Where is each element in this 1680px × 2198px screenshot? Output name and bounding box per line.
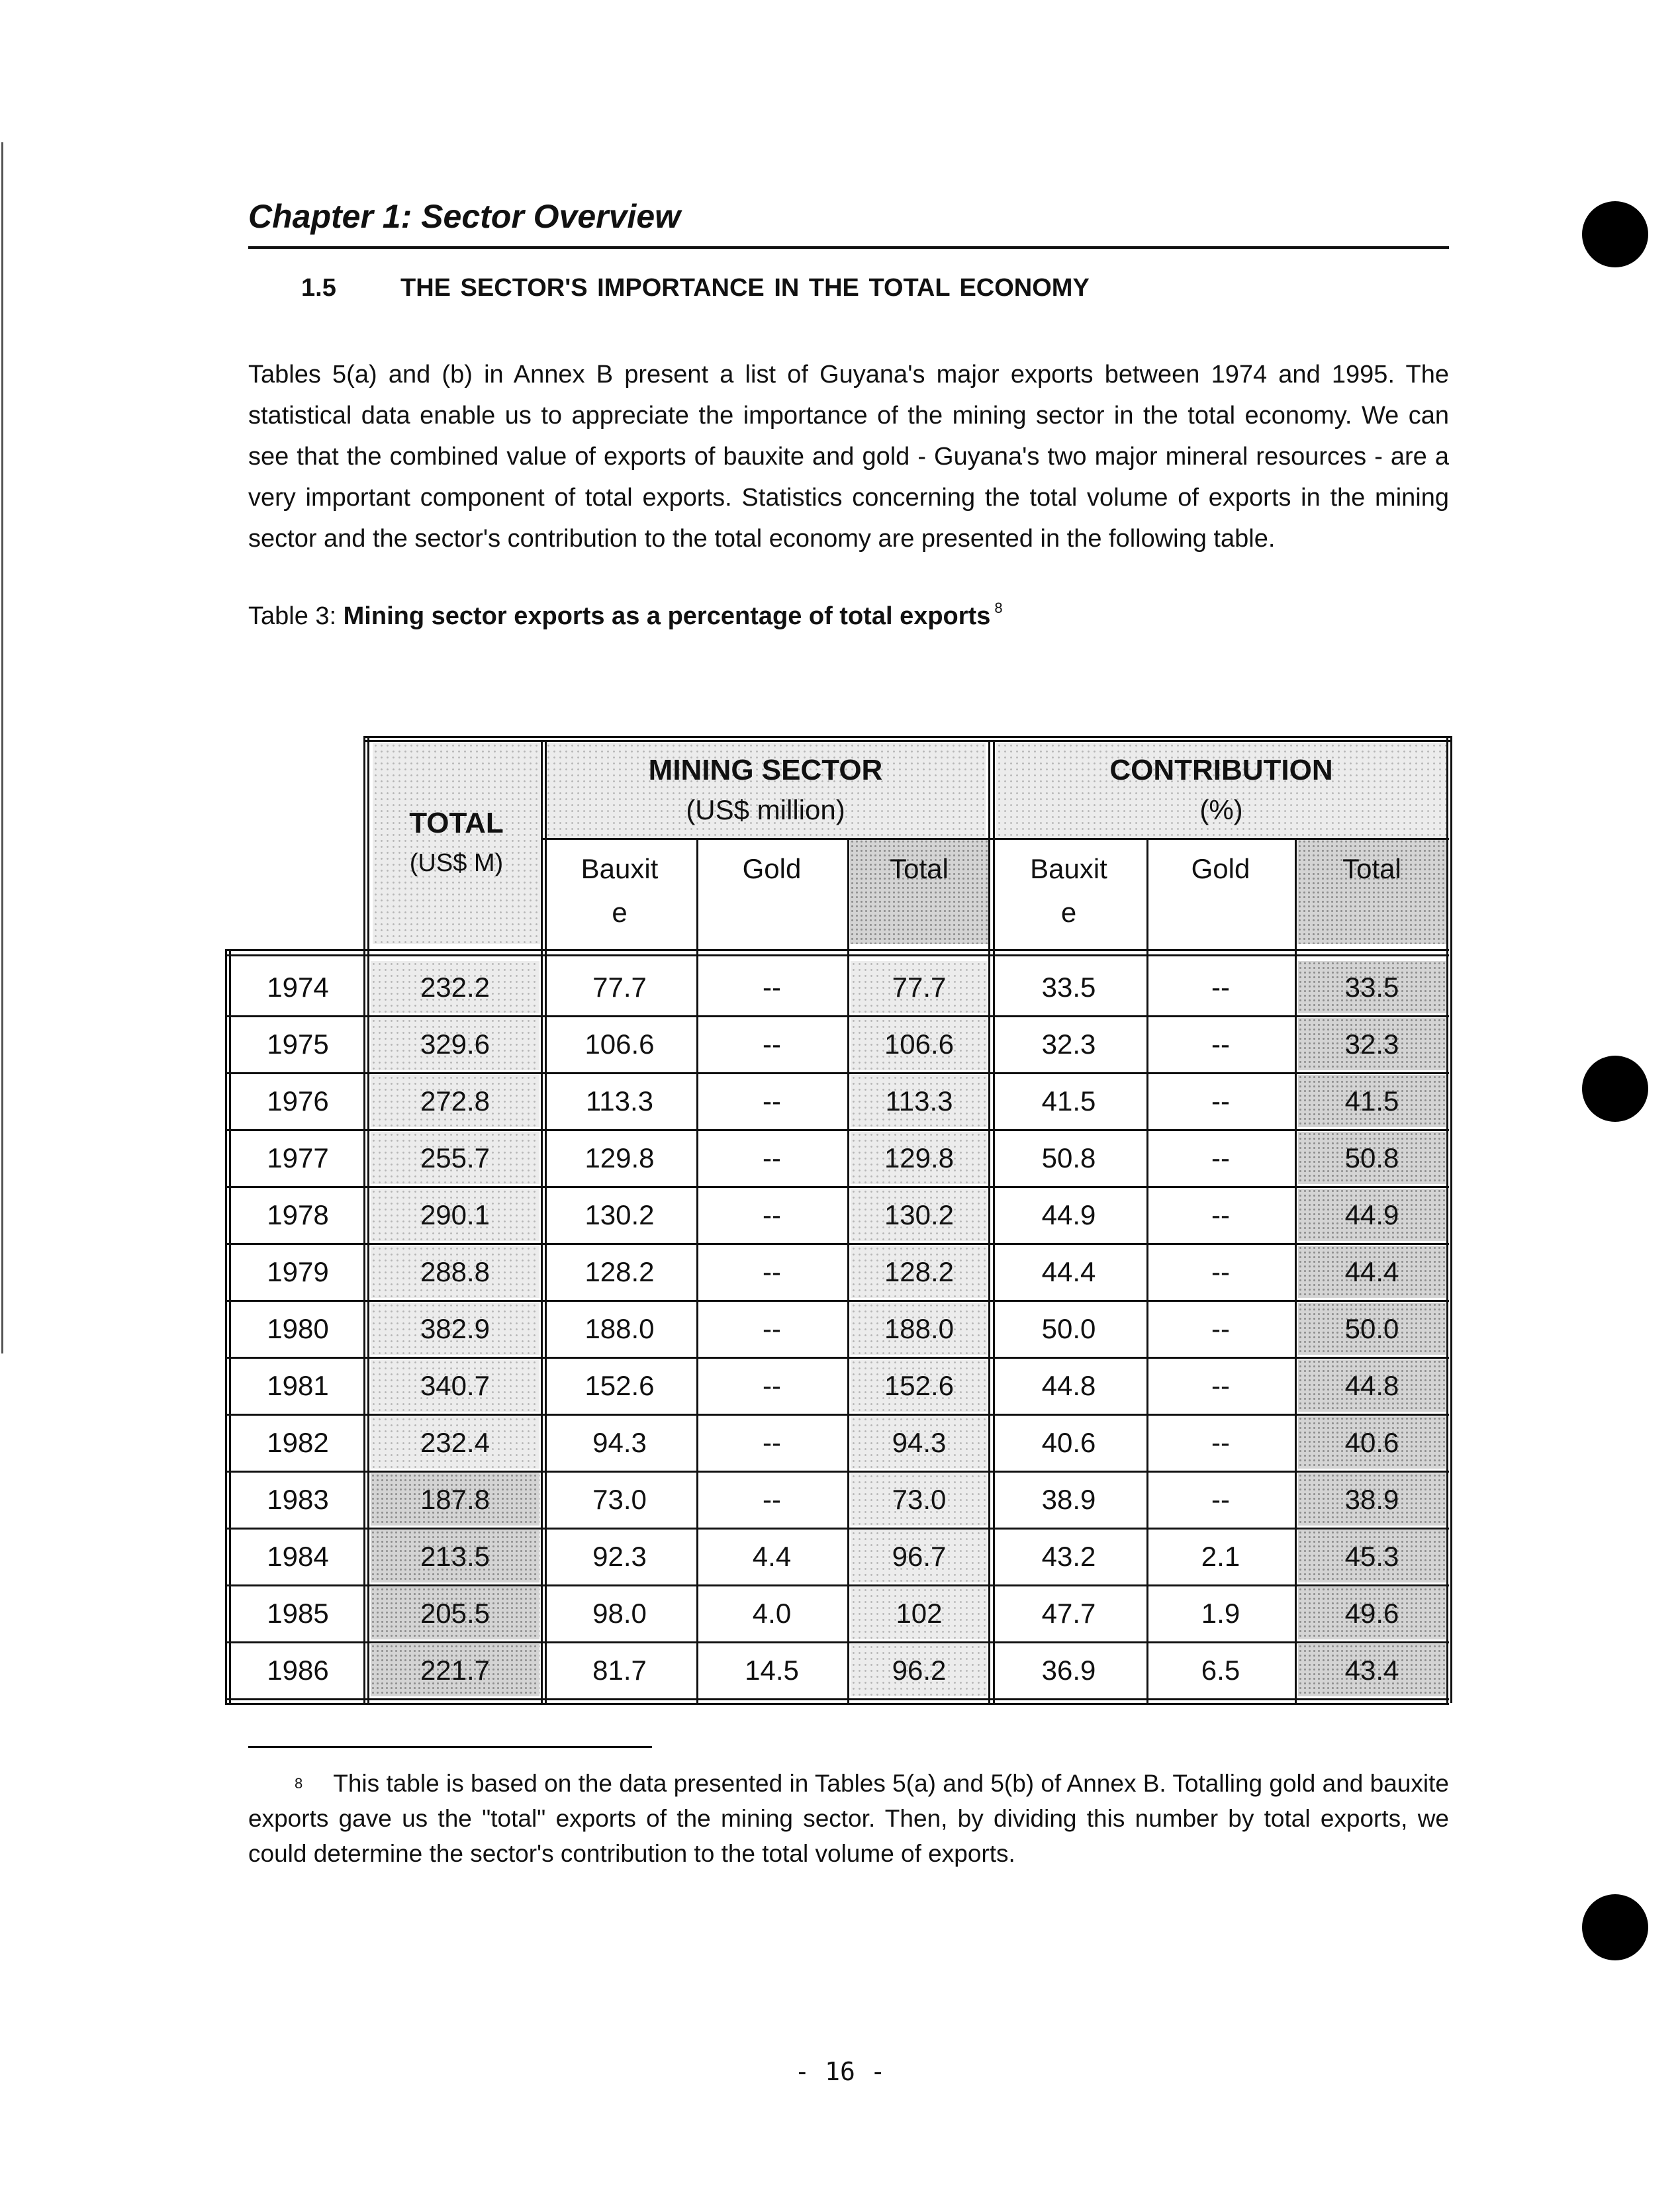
table-cell: 188.0 <box>584 1312 655 1344</box>
table-cell: -- <box>763 1369 781 1401</box>
table-border <box>363 740 1452 742</box>
table-cell: 106.6 <box>851 1018 988 1070</box>
table-cell: 38.9 <box>1298 1473 1446 1526</box>
table-cell: 41.5 <box>1041 1085 1096 1117</box>
table-cell: 92.3 <box>592 1540 647 1572</box>
subheader-gold <box>699 839 845 944</box>
table-border <box>225 949 227 1704</box>
page-margin-line <box>1 142 3 1353</box>
header-mining-unit: (US$ million) <box>686 794 845 825</box>
table-border <box>545 740 547 1703</box>
header-total-label: TOTAL <box>409 807 504 839</box>
table-cell: 4.0 <box>752 1597 792 1629</box>
table-cell: 221.7 <box>371 1644 539 1696</box>
table-cell: 187.8 <box>371 1473 539 1526</box>
table-cell: 44.9 <box>1298 1189 1446 1241</box>
table-cell: 232.4 <box>371 1416 539 1469</box>
table-cell: 44.8 <box>1041 1369 1096 1401</box>
table-cell: 130.2 <box>584 1199 655 1230</box>
subheader-label: Gold <box>742 853 802 884</box>
table-cell: 213.5 <box>371 1530 539 1582</box>
table-cell: -- <box>763 1028 781 1060</box>
punch-hole-top <box>1582 201 1648 267</box>
intro-paragraph: Tables 5(a) and (b) in Annex B present a list of Guyana's major exports between 1974 and 1995. The statistical data enable us to appreciate the importance of the mining sector in the total economy. We can see that the combined value of exports of bauxite and gold - Guyana's two major mineral resources - are a very important component of total exports. Statistics concerning the total volume of exports in the mining sector and the sector's contribution to the total economy are presented in the following table. <box>248 361 1449 553</box>
table-cell: -- <box>1211 1256 1230 1287</box>
table-cell: -- <box>1211 1483 1230 1515</box>
table-border <box>225 1703 1449 1705</box>
footnote-rule <box>248 1746 652 1748</box>
table-row-year: 1979 <box>267 1256 329 1287</box>
subheader-bauxite <box>545 839 694 944</box>
table-cell: 44.9 <box>1041 1199 1096 1230</box>
table-cell: 43.2 <box>1041 1540 1096 1572</box>
table-gridline <box>225 1584 1449 1586</box>
table-gridline <box>1295 838 1297 1703</box>
table-row-year: 1986 <box>267 1654 329 1686</box>
table-border <box>367 736 369 1703</box>
table-cell: 1.9 <box>1201 1597 1240 1629</box>
table-cell: -- <box>763 1426 781 1458</box>
table-cell: 113.3 <box>851 1075 988 1127</box>
table-cell: 255.7 <box>371 1132 539 1184</box>
table-border <box>225 954 1449 956</box>
table-cell: 45.3 <box>1298 1530 1446 1582</box>
table-cell: 128.2 <box>584 1256 655 1287</box>
table-cell: 2.1 <box>1201 1540 1240 1572</box>
header-contribution-label: CONTRIBUTION <box>1109 754 1333 786</box>
table-cell: -- <box>1211 1369 1230 1401</box>
table-row-year: 1974 <box>267 971 329 1003</box>
section-title: THE SECTOR'S IMPORTANCE IN THE TOTAL ECONOMY <box>400 274 1090 302</box>
table-border <box>541 740 543 1703</box>
subheader-bauxite <box>994 839 1144 944</box>
table-cell: 129.8 <box>584 1142 655 1173</box>
table-border <box>363 736 1452 738</box>
table-cell: -- <box>1211 1426 1230 1458</box>
table-border <box>229 949 231 1704</box>
table-row-year: 1984 <box>267 1540 329 1572</box>
table-cell: 129.8 <box>851 1132 988 1184</box>
table-cell: 50.0 <box>1298 1303 1446 1355</box>
table-cell: 41.5 <box>1298 1075 1446 1127</box>
table-row-year: 1976 <box>267 1085 329 1117</box>
table-gridline <box>696 838 698 1703</box>
table-cell: -- <box>1211 971 1230 1003</box>
table-row-year: 1985 <box>267 1597 329 1629</box>
table-cell: 77.7 <box>851 961 988 1013</box>
punch-hole-bottom <box>1582 1894 1648 1960</box>
table-row-year: 1975 <box>267 1028 329 1060</box>
table-caption-prefix: Table 3: <box>248 602 344 630</box>
table-cell: 96.7 <box>851 1530 988 1582</box>
table-cell: 188.0 <box>851 1303 988 1355</box>
table-border <box>225 1698 1449 1700</box>
table-cell: 94.3 <box>592 1426 647 1458</box>
table-cell: 130.2 <box>851 1189 988 1241</box>
table-gridline <box>225 1072 1449 1074</box>
table-cell: -- <box>763 971 781 1003</box>
table-cell: 128.2 <box>851 1246 988 1298</box>
table-cell: 73.0 <box>592 1483 647 1515</box>
table-cell: 205.5 <box>371 1587 539 1639</box>
table-gridline <box>225 1186 1449 1188</box>
table-cell: -- <box>763 1483 781 1515</box>
table-cell: -- <box>1211 1085 1230 1117</box>
table-cell: -- <box>1211 1142 1230 1173</box>
table-border <box>1446 736 1448 1703</box>
table-cell: 40.6 <box>1298 1416 1446 1469</box>
table-gridline <box>225 1243 1449 1245</box>
table-border <box>225 949 1449 951</box>
mining-exports-table <box>225 733 1449 1703</box>
table-cell: -- <box>763 1085 781 1117</box>
table-cell: 81.7 <box>592 1654 647 1686</box>
header-contribution-unit: (%) <box>1199 794 1243 825</box>
table-gridline <box>225 1471 1449 1473</box>
table-footnote-ref: 8 <box>994 600 1003 616</box>
table-cell: 73.0 <box>851 1473 988 1526</box>
table-gridline <box>225 1414 1449 1416</box>
table-border <box>988 740 990 1703</box>
table-cell: 106.6 <box>584 1028 655 1060</box>
header-contribution <box>996 743 1446 838</box>
table-cell: 98.0 <box>592 1597 647 1629</box>
header-total-unit: (US$ M) <box>409 849 504 877</box>
table-cell: 290.1 <box>371 1189 539 1241</box>
table-cell: 50.8 <box>1041 1142 1096 1173</box>
section-heading <box>301 274 1090 302</box>
table-border <box>993 740 995 1703</box>
table-gridline <box>225 1129 1449 1131</box>
table-cell: -- <box>763 1312 781 1344</box>
table-cell: -- <box>1211 1199 1230 1230</box>
table-gridline <box>1146 838 1148 1703</box>
table-cell: 49.6 <box>1298 1587 1446 1639</box>
table-cell: 152.6 <box>584 1369 655 1401</box>
table-border <box>363 736 365 1703</box>
table-row-year: 1978 <box>267 1199 329 1230</box>
table-cell: -- <box>763 1199 781 1230</box>
table-caption <box>248 602 1003 631</box>
table-cell: 152.6 <box>851 1359 988 1412</box>
table-cell: 329.6 <box>371 1018 539 1070</box>
table-cell: 272.8 <box>371 1075 539 1127</box>
table-cell: 232.2 <box>371 961 539 1013</box>
chapter-title: Chapter 1: Sector Overview <box>248 198 681 235</box>
table-cell: 32.3 <box>1298 1018 1446 1070</box>
table-cell: 102 <box>851 1587 988 1639</box>
punch-hole-middle <box>1582 1056 1648 1122</box>
section-number: 1.5 <box>301 274 336 302</box>
table-border <box>1450 736 1452 1703</box>
subheader-total <box>1297 839 1446 944</box>
header-mining-sector <box>545 743 986 838</box>
table-gridline <box>543 838 1449 840</box>
table-cell: 44.4 <box>1041 1256 1096 1287</box>
table-cell: 43.4 <box>1298 1644 1446 1696</box>
table-cell: 44.8 <box>1298 1359 1446 1412</box>
table-cell: 33.5 <box>1298 961 1446 1013</box>
table-cell: 40.6 <box>1041 1426 1096 1458</box>
table-cell: 50.0 <box>1041 1312 1096 1344</box>
subheader-label: Bauxit e <box>581 853 659 928</box>
table-cell: 6.5 <box>1201 1654 1240 1686</box>
table-cell: 33.5 <box>1041 971 1096 1003</box>
page-number: - 16 - <box>794 2057 886 2086</box>
table-gridline <box>847 838 849 1703</box>
table-cell: -- <box>1211 1028 1230 1060</box>
table-cell: 340.7 <box>371 1359 539 1412</box>
table-cell: 32.3 <box>1041 1028 1096 1060</box>
footnote-text: This table is based on the data presented in Tables 5(a) and 5(b) of Annex B. Totalling gold and bauxite exports gave us the "total" exports of the mining sector. Then, by dividing this number by total exports, we could determine the sector's contribution to the total volume of exports. <box>248 1770 1449 1867</box>
table-cell: 288.8 <box>371 1246 539 1298</box>
table-gridline <box>225 1641 1449 1643</box>
table-cell: -- <box>763 1256 781 1287</box>
subheader-label: Bauxit e <box>1030 853 1107 928</box>
table-cell: 113.3 <box>586 1085 653 1117</box>
table-cell: 4.4 <box>752 1540 792 1572</box>
table-cell: 38.9 <box>1041 1483 1096 1515</box>
subheader-label: Gold <box>1191 853 1250 884</box>
table-cell: 47.7 <box>1041 1597 1096 1629</box>
chapter-rule <box>248 246 1449 249</box>
table-cell: 44.4 <box>1298 1246 1446 1298</box>
table-cell: -- <box>763 1142 781 1173</box>
table-gridline <box>225 1015 1449 1017</box>
footnote <box>248 1766 1449 1871</box>
table-cell: 382.9 <box>371 1303 539 1355</box>
table-gridline <box>225 1357 1449 1359</box>
table-row-year: 1982 <box>267 1426 329 1458</box>
table-row-year: 1980 <box>267 1312 329 1344</box>
table-cell: -- <box>1211 1312 1230 1344</box>
subheader-gold <box>1149 839 1292 944</box>
table-cell: 14.5 <box>745 1654 799 1686</box>
table-cell: 96.2 <box>851 1644 988 1696</box>
subheader-label: Total <box>1342 853 1401 884</box>
table-gridline <box>225 1528 1449 1530</box>
table-row-year: 1977 <box>267 1142 329 1173</box>
table-cell: 50.8 <box>1298 1132 1446 1184</box>
table-cell: 77.7 <box>592 971 647 1003</box>
header-mining-label: MINING SECTOR <box>648 754 883 786</box>
footnote-marker: 8 <box>295 1775 303 1792</box>
subheader-total <box>850 839 988 944</box>
table-cell: 94.3 <box>851 1416 988 1469</box>
subheader-label: Total <box>890 853 949 884</box>
table-cell: 36.9 <box>1041 1654 1096 1686</box>
table-gridline <box>225 1300 1449 1302</box>
table-row-year: 1981 <box>267 1369 329 1401</box>
header-total <box>373 743 540 944</box>
table-row-year: 1983 <box>267 1483 329 1515</box>
table-caption-title: Mining sector exports as a percentage of total exports <box>343 602 991 630</box>
